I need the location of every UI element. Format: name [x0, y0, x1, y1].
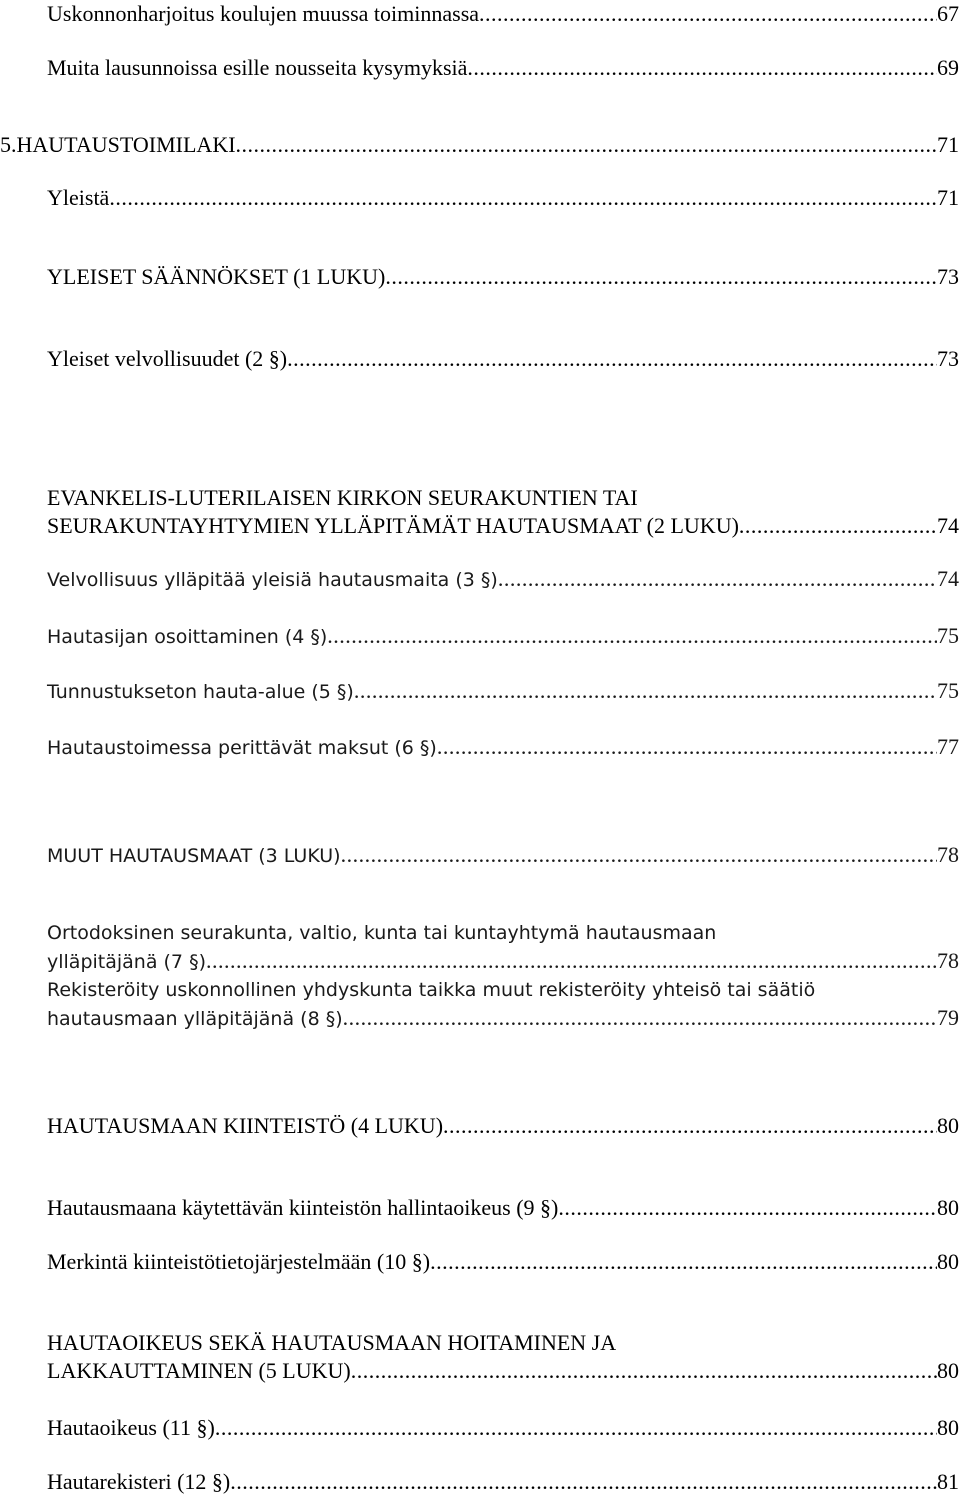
toc-entry-title: Muita lausunnoissa esille nousseita kysymyksiä	[47, 55, 468, 80]
dot-leader	[236, 131, 937, 159]
toc-entry[interactable]	[47, 0, 959, 28]
toc-entry-title: Uskonnonharjoitus koulujen muussa toiminnassa	[47, 1, 480, 26]
toc-page-number: 78	[937, 842, 959, 867]
toc-entry-title: Hautaustoimessa perittävät maksut (6 §)	[47, 737, 437, 759]
toc-entry[interactable]	[47, 841, 959, 870]
toc-entry[interactable]	[47, 1248, 959, 1276]
dot-leader	[437, 733, 937, 761]
toc-entry[interactable]	[47, 1194, 959, 1222]
toc-entry[interactable]	[47, 1414, 959, 1442]
toc-entry-title: MUUT HAUTAUSMAAT (3 LUKU)	[47, 845, 341, 867]
dot-leader	[739, 512, 937, 540]
toc-page-number: 73	[937, 264, 959, 289]
toc-entry[interactable]	[47, 733, 959, 762]
dot-leader	[354, 677, 937, 705]
toc-entry[interactable]	[47, 1468, 959, 1496]
toc-entry[interactable]	[47, 54, 959, 82]
toc-entry-title: YLEISET SÄÄNNÖKSET (1 LUKU)	[47, 264, 386, 289]
dot-leader	[351, 1357, 937, 1385]
toc-entry[interactable]	[47, 919, 959, 976]
toc-entry-title: HAUTAUSTOIMILAKI	[16, 132, 236, 157]
toc-page-number: 80	[937, 1415, 959, 1440]
toc-entry-title: HAUTAUSMAAN KIINTEISTÖ (4 LUKU)	[47, 1113, 444, 1138]
toc-entry-title: Hautausmaana käytettävän kiinteistön hallintaoikeus (9 §)	[47, 1195, 559, 1220]
toc-entry-title: Yleiset velvollisuudet (2 §)	[47, 346, 288, 371]
dot-leader	[343, 1004, 937, 1032]
dot-leader	[443, 1112, 937, 1140]
toc-entry[interactable]	[47, 677, 959, 706]
toc-page-number: 74	[937, 513, 959, 538]
dot-leader	[341, 841, 937, 869]
dot-leader	[109, 184, 937, 212]
dot-leader	[287, 345, 937, 373]
dot-leader	[206, 947, 937, 975]
toc-entry[interactable]	[47, 484, 959, 540]
toc-entry[interactable]	[47, 976, 959, 1033]
dot-leader	[498, 565, 937, 593]
toc-entry[interactable]	[47, 1112, 959, 1140]
toc-entry-title: Hautasijan osoittaminen (4 §)	[47, 626, 328, 648]
toc-entry-title: Yleistä	[47, 185, 110, 210]
toc-entry-title-line: Rekisteröity uskonnollinen yhdyskunta taikka muut rekisteröity yhteisö tai säätiö	[47, 979, 816, 1001]
toc-entry-title: ylläpitäjänä (7 §)	[47, 951, 206, 973]
toc-entry-title-line: Ortodoksinen seurakunta, valtio, kunta tai kuntayhtymä hautausmaan	[47, 922, 717, 944]
toc-page-number: 79	[937, 1005, 959, 1030]
toc-entry-title: SEURAKUNTAYHTYMIEN YLLÄPITÄMÄT HAUTAUSMAAT (2 LUKU)	[47, 513, 739, 538]
toc-page-number: 73	[937, 346, 959, 371]
dot-leader	[558, 1194, 937, 1222]
dot-leader	[479, 0, 937, 28]
toc-page-number: 80	[937, 1249, 959, 1274]
toc-page-number: 80	[937, 1358, 959, 1383]
toc-entry-title-line: EVANKELIS-LUTERILAISEN KIRKON SEURAKUNTIEN TAI	[47, 485, 638, 510]
toc-entry-title: Merkintä kiinteistötietojärjestelmään (10 §)	[47, 1249, 431, 1274]
dot-leader	[467, 54, 937, 82]
toc-entry-title-line: HAUTAOIKEUS SEKÄ HAUTAUSMAAN HOITAMINEN JA	[47, 1330, 617, 1355]
toc-entry[interactable]	[47, 345, 959, 373]
toc-page-number: 77	[937, 734, 959, 759]
dot-leader	[230, 1468, 937, 1496]
toc-page-number: 81	[937, 1469, 959, 1494]
toc-page-number: 69	[937, 55, 959, 80]
dot-leader	[327, 622, 937, 650]
toc-page-number: 75	[937, 678, 959, 703]
toc-page-number: 75	[937, 623, 959, 648]
toc-page-number: 80	[937, 1113, 959, 1138]
dot-leader	[215, 1414, 937, 1442]
toc-entry-title: Hautarekisteri (12 §)	[47, 1469, 231, 1494]
toc-entry[interactable]	[47, 622, 959, 651]
toc-entry-title: hautausmaan ylläpitäjänä (8 §)	[47, 1008, 343, 1030]
toc-page-number: 71	[937, 185, 959, 210]
toc-page-number: 78	[937, 948, 959, 973]
toc-entry[interactable]	[47, 1329, 959, 1385]
toc-page-number: 74	[937, 566, 959, 591]
dot-leader	[385, 263, 937, 291]
toc-entry[interactable]	[0, 131, 959, 159]
toc-entry[interactable]	[47, 263, 959, 291]
toc-entry-title: Hautaoikeus (11 §)	[47, 1415, 215, 1440]
toc-page-number: 80	[937, 1195, 959, 1220]
toc-entry-title: Velvollisuus ylläpitää yleisiä hautausmaita (3 §)	[47, 569, 498, 591]
toc-entry[interactable]	[47, 565, 959, 594]
toc-page-number: 67	[937, 1, 959, 26]
toc-section-number: 5.	[0, 132, 17, 157]
toc-entry-title: Tunnustukseton hauta-alue (5 §)	[47, 681, 354, 703]
dot-leader	[430, 1248, 937, 1276]
toc-entry[interactable]	[47, 184, 959, 212]
toc-entry-title: LAKKAUTTAMINEN (5 LUKU)	[47, 1358, 351, 1383]
toc-page-number: 71	[937, 132, 959, 157]
